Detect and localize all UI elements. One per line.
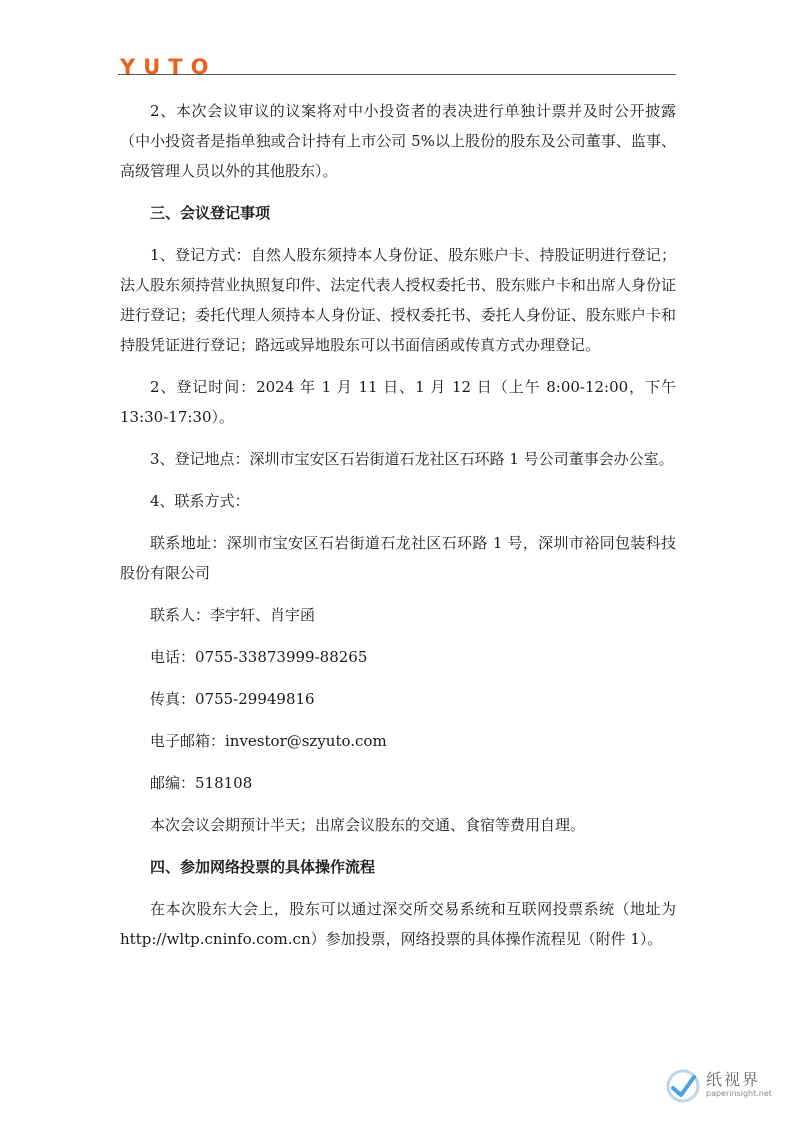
paragraph-vote-counting: 2、本次会议审议的议案将对中小投资者的表决进行单独计票并及时公开披露（中小投资者是指单独或合计持有上市公司 5%以上股份的股东及公司董事、监事、高级管理人员以外的其他股东）。 bbox=[120, 102, 676, 180]
paragraph-contact-address: 联系地址：深圳市宝安区石岩街道石龙社区石环路 1 号，深圳市裕同包装科技股份有限公司 bbox=[120, 534, 676, 582]
paragraph-contact-person: 联系人：李宇轩、肖宇函 bbox=[150, 606, 316, 624]
company-logo: YUTO bbox=[120, 58, 217, 74]
watermark-logo-icon bbox=[664, 1067, 702, 1105]
paragraph-email: 电子邮箱：investor@szyuto.com bbox=[150, 732, 387, 750]
header-divider bbox=[118, 74, 676, 75]
paragraph-contact-heading: 4、联系方式： bbox=[150, 492, 250, 510]
document-body bbox=[120, 96, 676, 966]
paragraph-registration-method: 1、登记方式：自然人股东须持本人身份证、股东账户卡、持股证明进行登记；法人股东须持营业执照复印件、法定代表人授权委托书、股东账户卡和出席人身份证进行登记；委托代理人须持本人身份证、授权委托书、委托人身份证、股东账户卡和持股凭证进行登记；路远或异地股东可以书面信函或传真方式办理登记。 bbox=[120, 246, 676, 354]
paragraph-postcode: 邮编：518108 bbox=[150, 774, 253, 792]
paragraph-phone: 电话：0755-33873999-88265 bbox=[150, 648, 368, 666]
paragraph-registration-place: 3、登记地点：深圳市宝安区石岩街道石龙社区石环路 1 号公司董事会办公室。 bbox=[150, 450, 674, 468]
paragraph-online-voting: 在本次股东大会上，股东可以通过深交所交易系统和互联网投票系统（地址为 http://wltp.cninfo.com.cn）参加投票，网络投票的具体操作流程见（附件 1）。 bbox=[120, 900, 676, 948]
watermark-title: 纸视界 bbox=[706, 1070, 761, 1089]
watermark bbox=[664, 1065, 774, 1109]
paragraph-registration-time: 2、登记时间：2024 年 1 月 11 日、1 月 12 日（上午 8:00-12:00，下午 13:30-17:30）。 bbox=[120, 378, 676, 426]
paragraph-fax: 传真：0755-29949816 bbox=[150, 690, 315, 708]
paragraph-meeting-duration: 本次会议会期预计半天；出席会议股东的交通、食宿等费用自理。 bbox=[150, 816, 586, 834]
section-heading-online-voting: 四、参加网络投票的具体操作流程 bbox=[150, 858, 376, 876]
section-heading-registration: 三、会议登记事项 bbox=[150, 204, 271, 222]
watermark-subtitle: paperinsight.net bbox=[706, 1089, 772, 1098]
